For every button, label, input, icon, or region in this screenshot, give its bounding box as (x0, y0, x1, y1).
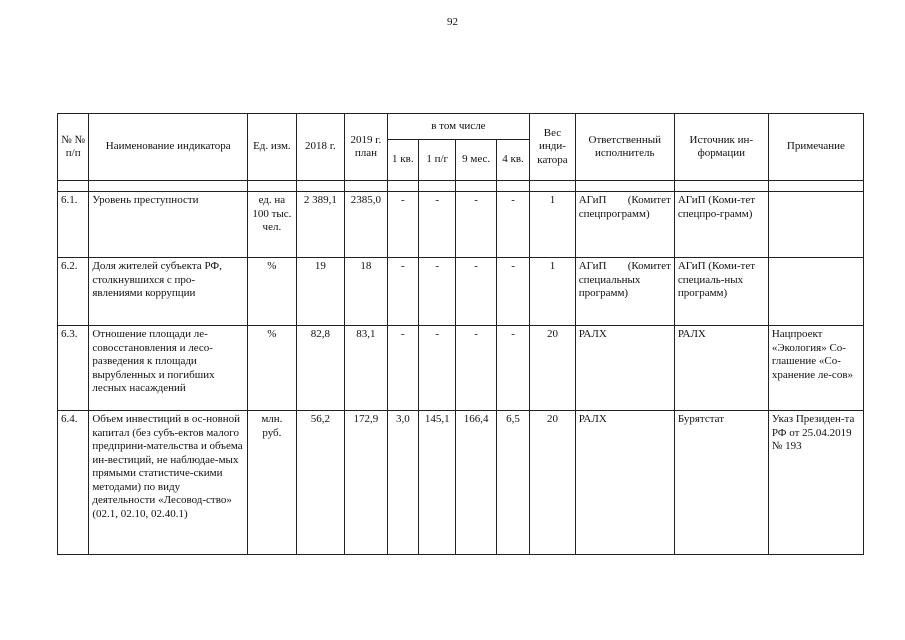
cell-h1: - (418, 326, 455, 411)
cell-unit: % (248, 326, 297, 411)
cell-unit: млн. руб. (248, 411, 297, 555)
cell-weight: 20 (530, 411, 576, 555)
cell-name: Уровень преступности (89, 192, 248, 258)
table-row (58, 326, 864, 411)
header-name: Наименование индикатора (89, 114, 248, 181)
cell-2018: 56,2 (296, 411, 345, 555)
header-9m: 9 мес. (456, 140, 496, 181)
header-2019-plan: 2019 г. план (345, 114, 387, 181)
cell-9m: 166,4 (456, 411, 496, 555)
cell-num: 6.4. (58, 411, 89, 555)
cell-num: 6.3. (58, 326, 89, 411)
header-including: в том числе (387, 114, 530, 140)
cell-2018: 2 389,1 (296, 192, 345, 258)
cell-responsible: АГиП (Комитет специальных программ) (575, 258, 674, 326)
cell-h1: - (418, 192, 455, 258)
header-unit: Ед. изм. (248, 114, 297, 181)
cell-note: Нацпроект «Экология» Со-глашение «Со-хранение ле-сов» (768, 326, 863, 411)
page-number: 92 (447, 16, 458, 28)
header-q1: 1 кв. (387, 140, 418, 181)
cell-2018: 19 (296, 258, 345, 326)
cell-responsible: РАЛХ (575, 411, 674, 555)
header-h1: 1 п/г (418, 140, 455, 181)
cell-num: 6.2. (58, 258, 89, 326)
cell-q4: 6,5 (496, 411, 529, 555)
cell-2019: 172,9 (345, 411, 387, 555)
cell-q4: - (496, 192, 529, 258)
cell-source: РАЛХ (674, 326, 768, 411)
cell-weight: 1 (530, 192, 576, 258)
cell-q4: - (496, 326, 529, 411)
cell-source: АГиП (Коми-тет специаль-ных программ) (674, 258, 768, 326)
table-row (58, 258, 864, 326)
cell-responsible: РАЛХ (575, 326, 674, 411)
cell-h1: - (418, 258, 455, 326)
cell-h1: 145,1 (418, 411, 455, 555)
table-row (58, 192, 864, 258)
cell-note (768, 192, 863, 258)
cell-unit: % (248, 258, 297, 326)
cell-note: Указ Президен-та РФ от 25.04.2019 № 193 (768, 411, 863, 555)
header-num: № № п/п (58, 114, 89, 181)
cell-name: Отношение площади ле-совосстановления и лесо-разведения к площади вырубленных и погибших лесных насаждений (89, 326, 248, 411)
header-weight: Вес инди-катора (530, 114, 576, 181)
cell-2019: 83,1 (345, 326, 387, 411)
cell-q4: - (496, 258, 529, 326)
cell-q1: - (387, 192, 418, 258)
cell-q1: 3,0 (387, 411, 418, 555)
cell-2019: 18 (345, 258, 387, 326)
header-2018: 2018 г. (296, 114, 345, 181)
cell-q1: - (387, 326, 418, 411)
cell-9m: - (456, 258, 496, 326)
separator-row (58, 181, 864, 192)
cell-9m: - (456, 326, 496, 411)
header-q4: 4 кв. (496, 140, 529, 181)
cell-weight: 20 (530, 326, 576, 411)
cell-name: Объем инвестиций в ос-новной капитал (без субъ-ектов малого предприни-мательства и объема ин-вестиций, не наблюдае-мых прямыми статистиче-скими методами) по виду деятельности «Лесовод-ство» (02.1, 02.10, 02.40.1) (89, 411, 248, 555)
cell-num: 6.1. (58, 192, 89, 258)
header-note: Примечание (768, 114, 863, 181)
cell-source: Бурятстат (674, 411, 768, 555)
header-source: Источник ин-формации (674, 114, 768, 181)
cell-weight: 1 (530, 258, 576, 326)
cell-2019: 2385,0 (345, 192, 387, 258)
header-responsible: Ответственный исполнитель (575, 114, 674, 181)
cell-9m: - (456, 192, 496, 258)
cell-responsible: АГиП (Комитет спецпрограмм) (575, 192, 674, 258)
cell-source: АГиП (Коми-тет спецпро-грамм) (674, 192, 768, 258)
cell-q1: - (387, 258, 418, 326)
cell-2018: 82,8 (296, 326, 345, 411)
cell-note (768, 258, 863, 326)
table-row (58, 411, 864, 555)
indicators-table (57, 113, 864, 555)
cell-name: Доля жителей субъекта РФ, столкнувшихся с про-явлениями коррупции (89, 258, 248, 326)
cell-unit: ед. на 100 тыс. чел. (248, 192, 297, 258)
